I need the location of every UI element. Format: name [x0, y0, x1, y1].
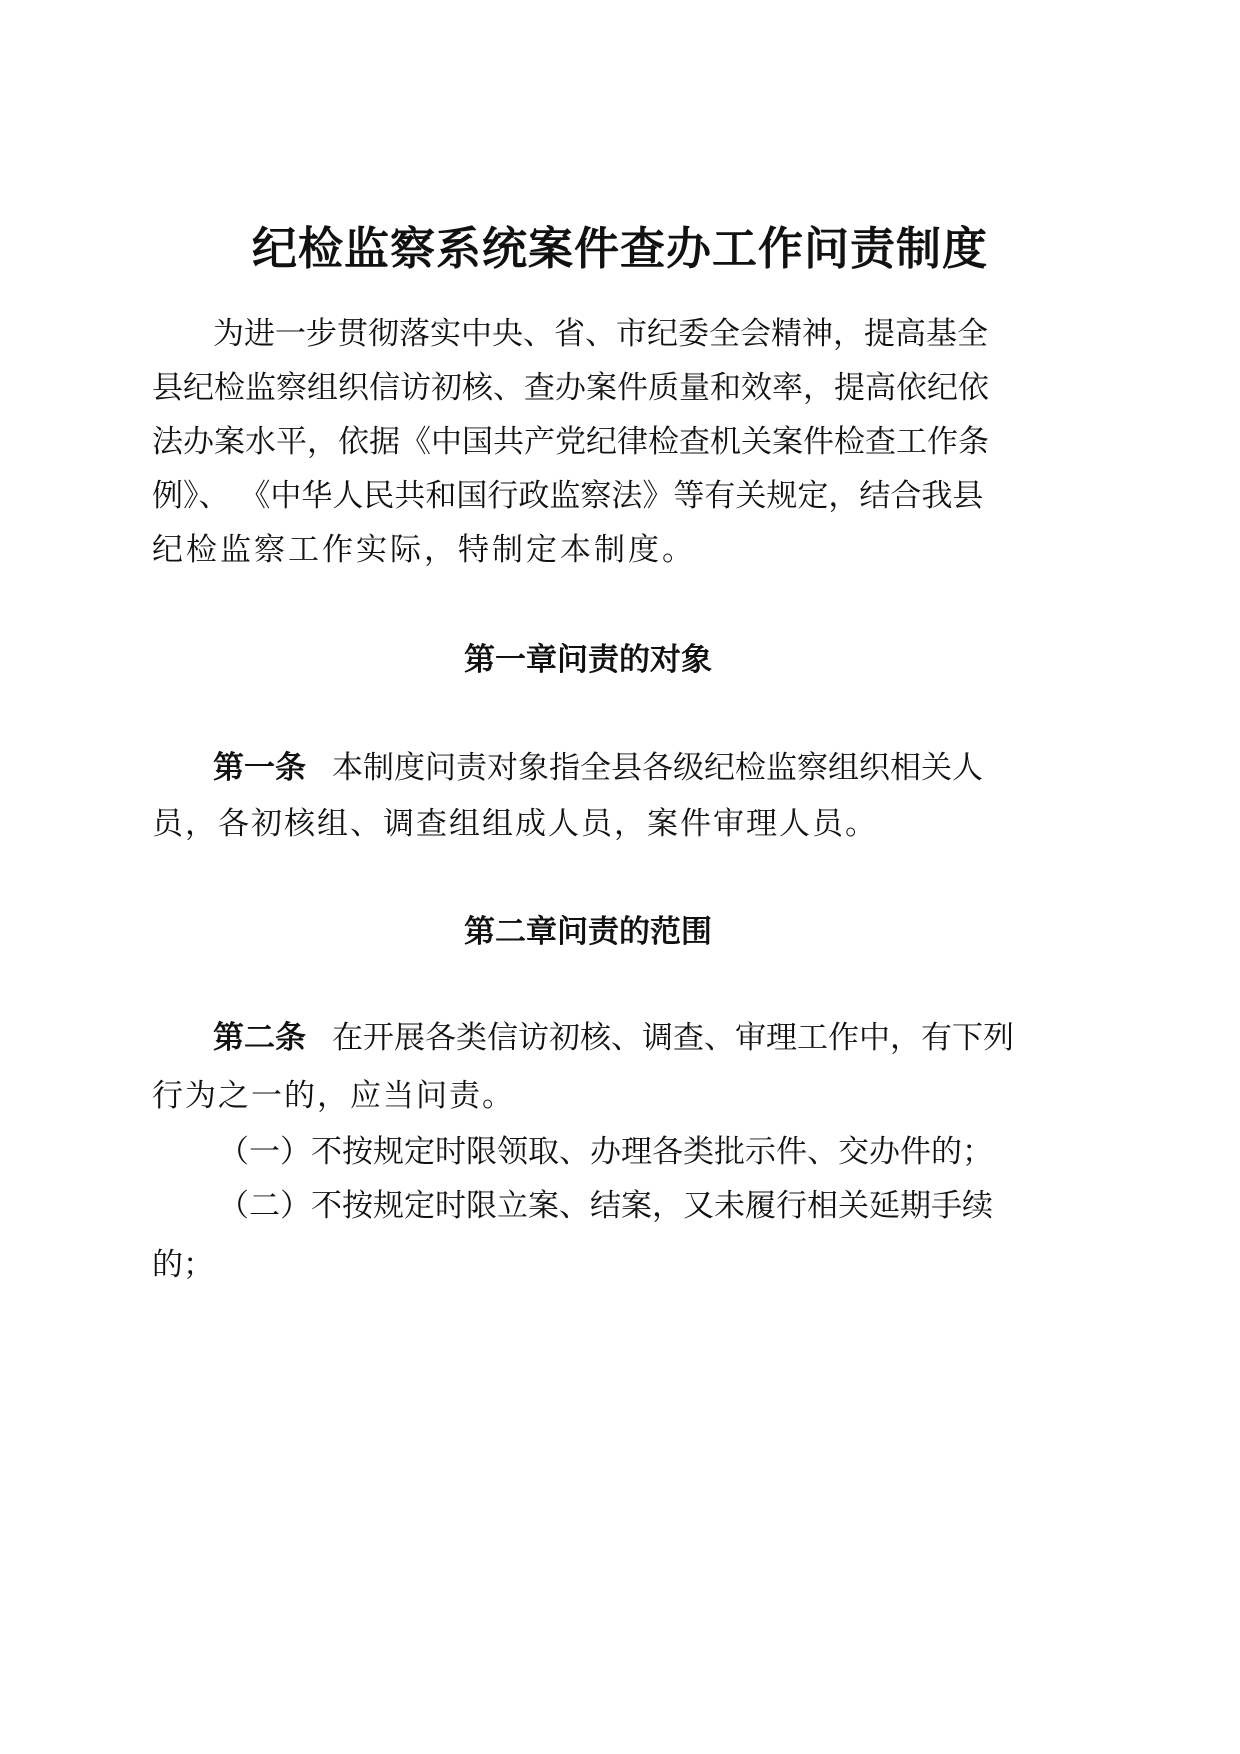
document-title: 纪检监察系统案件查办工作问责制度: [251, 222, 988, 275]
chapter-2-heading: 第二章问责的范围: [464, 914, 712, 950]
article-2-item-1: （一）不按规定时限领取、办理各类批示件、交办件的；: [218, 1134, 993, 1170]
article-1-line-1: [213, 748, 983, 788]
article-1-text-1: 本制度问责对象指全县各级纪检监察组织相关人: [332, 750, 983, 786]
intro-line-2: 县纪检监察组织信访初核、查办案件质量和效率，提高依纪依: [152, 370, 989, 406]
article-2-line-1: [213, 1018, 1014, 1058]
intro-line-1: 为进一步贯彻落实中央、省、市纪委全会精神，提高基全: [213, 316, 988, 352]
article-2-line-2: 行为之一的，应当问责。: [152, 1078, 515, 1114]
article-2-item-2-cont: 的；: [152, 1247, 214, 1283]
chapter-1-heading: 第一章问责的对象: [464, 642, 712, 678]
intro-line-3: 法办案水平，依据《中国共产党纪律检查机关案件检查工作条: [152, 424, 989, 460]
article-1-label: 第一条: [213, 750, 306, 786]
intro-line-5: 纪检监察工作实际，特制定本制度。: [152, 532, 696, 568]
article-1-line-2: 员，各初核组、调查组组成人员，案件审理人员。: [152, 806, 878, 842]
article-2-item-2: （二）不按规定时限立案、结案，又未履行相关延期手续: [218, 1188, 993, 1224]
article-2-label: 第二条: [213, 1020, 306, 1056]
intro-line-4: 例》、 《中华人民共和国行政监察法》等有关规定，结合我县: [152, 478, 984, 514]
article-2-text-1: 在开展各类信访初核、调查、审理工作中，有下列: [332, 1020, 1014, 1056]
